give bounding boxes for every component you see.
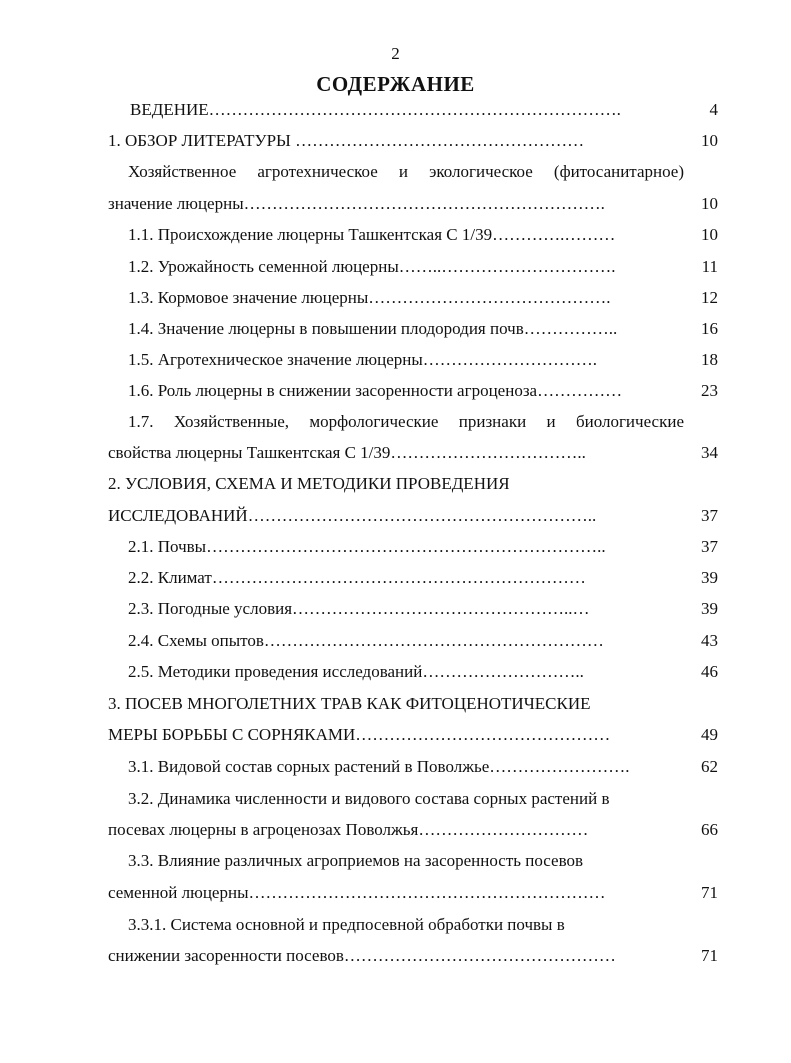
toc-entry-2-line1: 2. УСЛОВИЯ, СХЕМА И МЕТОДИКИ ПРОВЕДЕНИЯ	[108, 474, 510, 493]
toc-entry-3-2-line1: 3.2. Динамика численности и видового состава сорных растений в	[128, 789, 610, 808]
toc-entry-1-3: 1.3. Кормовое значение люцерны……………………………………. 12	[128, 288, 718, 307]
toc-entry-2-2: 2.2. Климат………………………………………………………… 39	[128, 568, 718, 587]
toc-entry-1-7-line2: свойства люцерны Ташкентская С 1/39…………………………….. 34	[108, 443, 718, 462]
toc-entry-introduction: ВЕДЕНИЕ………………………………………………………………. 4	[130, 100, 718, 119]
toc-entry-2-3: 2.3. Погодные условия…………………………………………..… 39	[128, 599, 718, 618]
toc-entry-1-subtitle-line2: значение люцерны………………………………………………………. 10	[108, 194, 718, 213]
toc-entry-1-4: 1.4. Значение люцерны в повышении плодородия почв…………….. 16	[128, 319, 718, 338]
toc-entry-3-3-1-line1: 3.3.1. Система основной и предпосевной обработки почвы в	[128, 915, 565, 934]
toc-entry-3-1: 3.1. Видовой состав сорных растений в Поволжье……………………. 62	[128, 757, 718, 776]
toc-entry-1-5: 1.5. Агротехническое значение люцерны…………………………. 18	[128, 350, 718, 369]
page-title: СОДЕРЖАНИЕ	[316, 72, 475, 96]
toc-entry-3-3-1-line2: снижении засоренности посевов………………………………………… 71	[108, 946, 718, 965]
toc-entry-3-3-line1: 3.3. Влияние различных агроприемов на засоренность посевов	[128, 851, 584, 870]
toc-entry-2-line2: ИССЛЕДОВАНИЙ…………………………………………………….. 37	[108, 506, 718, 525]
toc-entry-1-1: 1.1. Происхождение люцерны Ташкентская С 1/39………….……… 10	[128, 225, 718, 244]
toc-entry-1-2: 1.2. Урожайность семенной люцерны……..…………………………. 11	[128, 257, 718, 276]
toc-entry-1-subtitle-line1: Хозяйственное агротехническое и экологическое (фитосанитарное)	[128, 162, 684, 181]
toc-entry-1-7-line1: 1.7. Хозяйственные, морфологические признаки и биологические	[128, 412, 684, 431]
toc-entry-2-4: 2.4. Схемы опытов…………………………………………………… 43	[128, 631, 718, 650]
toc-entry-2-5: 2.5. Методики проведения исследований……………………….. 46	[128, 662, 718, 681]
toc-entry-1: 1. ОБЗОР ЛИТЕРАТУРЫ …………………………………………… 10	[108, 131, 718, 150]
toc-entry-3-3-line2: семенной люцерны……………………………………………………… 71	[108, 883, 718, 902]
toc-entry-3-line2: МЕРЫ БОРЬБЫ С СОРНЯКАМИ……………………………………… 49	[108, 725, 718, 744]
toc-entry-3-2-line2: посевах люцерны в агроценозах Поволжья………………………… 66	[108, 820, 718, 839]
toc-entry-1-6: 1.6. Роль люцерны в снижении засоренности агроценоза…………… 23	[128, 381, 718, 400]
toc-entry-2-1: 2.1. Почвы…………………………………………………………….. 37	[128, 537, 718, 556]
toc-entry-3-line1: 3. ПОСЕВ МНОГОЛЕТНИХ ТРАВ КАК ФИТОЦЕНОТИЧЕСКИЕ	[108, 694, 591, 713]
page-number: 2	[391, 44, 400, 63]
